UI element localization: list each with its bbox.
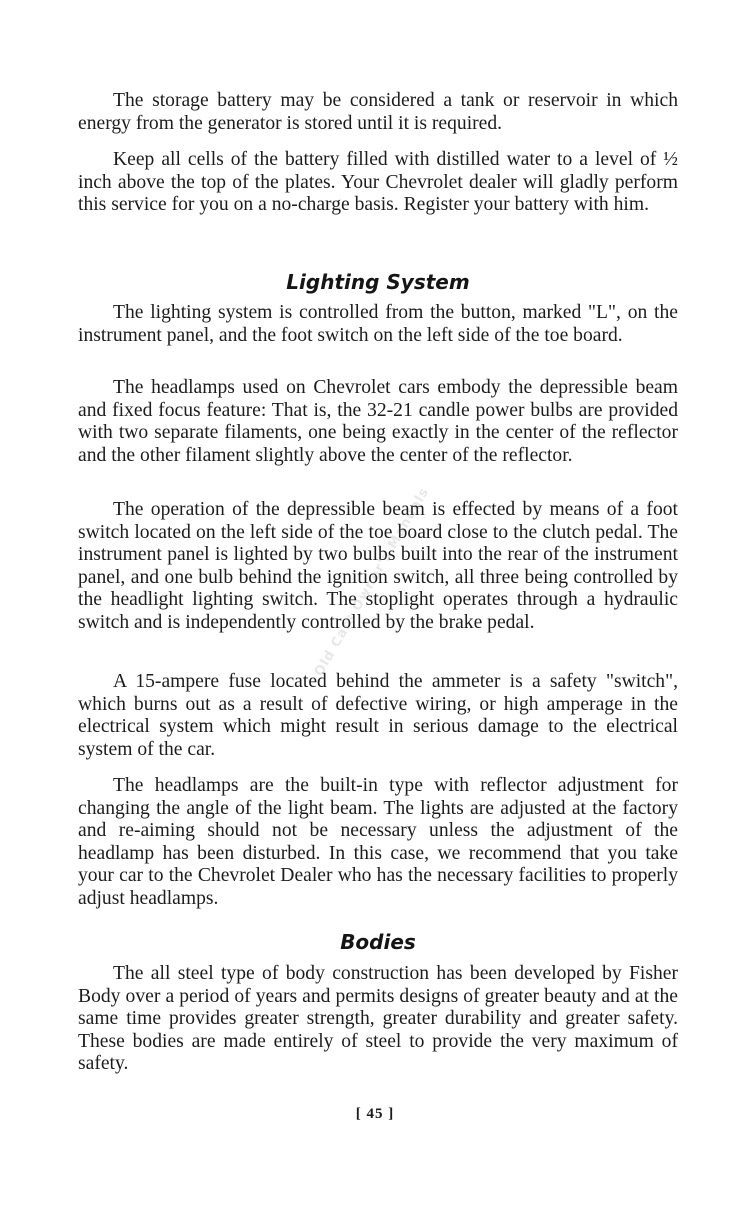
- headlamp-beam-paragraph: The headlamps used on Chevrolet cars embody the depressible beam and fixed focus feature: That is, the 32-21 candle power bulbs are provided with two separate filaments, one being exactly in the center of the reflector and the other filament slightly above the center of the reflector.: [78, 377, 678, 466]
- page-number: [ 45 ]: [355, 1106, 395, 1122]
- battery-storage-paragraph: The storage battery may be considered a tank or reservoir in which energy from the generator is stored until it is required.: [78, 90, 678, 134]
- depressible-beam-paragraph: The operation of the depressible beam is effected by means of a foot switch located on the left side of the toe board close to the clutch pedal. The instrument panel is lighted by two bulbs built into the rear of the instrument panel, and one bulb behind the ignition switch, all three being controlled by the headlight lighting switch. The stoplight operates through a hydraulic switch and is independently controlled by the brake pedal.: [78, 499, 678, 633]
- battery-water-paragraph: Keep all cells of the battery filled with distilled water to a level of ½ inch above the top of the plates. Your Chevrolet dealer will gladly perform this service for you on a no-charge basis. Register your battery with him.: [78, 149, 678, 216]
- lighting-system-heading: Lighting System: [286, 270, 470, 294]
- body-construction-paragraph: The all steel type of body construction has been developed by Fisher Body over a period of years and permits designs of greater beauty and at the same time provides greater strength, greater durability and greater safety. These bodies are made entirely of steel to provide the very maximum of safety.: [78, 963, 678, 1075]
- fuse-paragraph: A 15-ampere fuse located behind the ammeter is a safety "switch", which burns out as a result of defective wiring, or high amperage in the electrical system which might result in serious damage to the electrical system of the car.: [78, 671, 678, 760]
- lighting-control-paragraph: The lighting system is controlled from the button, marked "L", on the instrument panel, and the foot switch on the left side of the toe board.: [78, 302, 678, 346]
- bodies-heading: Bodies: [340, 930, 416, 954]
- watermark-text: Old Cars Owner's Manuals: [311, 485, 433, 679]
- headlamp-adjustment-paragraph: The headlamps are the built-in type with reflector adjustment for changing the angle of the light beam. The lights are adjusted at the factory and re-aiming should not be necessary unless the adjustment of the headlamp has been disturbed. In this case, we recommend that you take your car to the Chevrolet Dealer who has the necessary facilities to properly adjust headlamps.: [78, 775, 678, 909]
